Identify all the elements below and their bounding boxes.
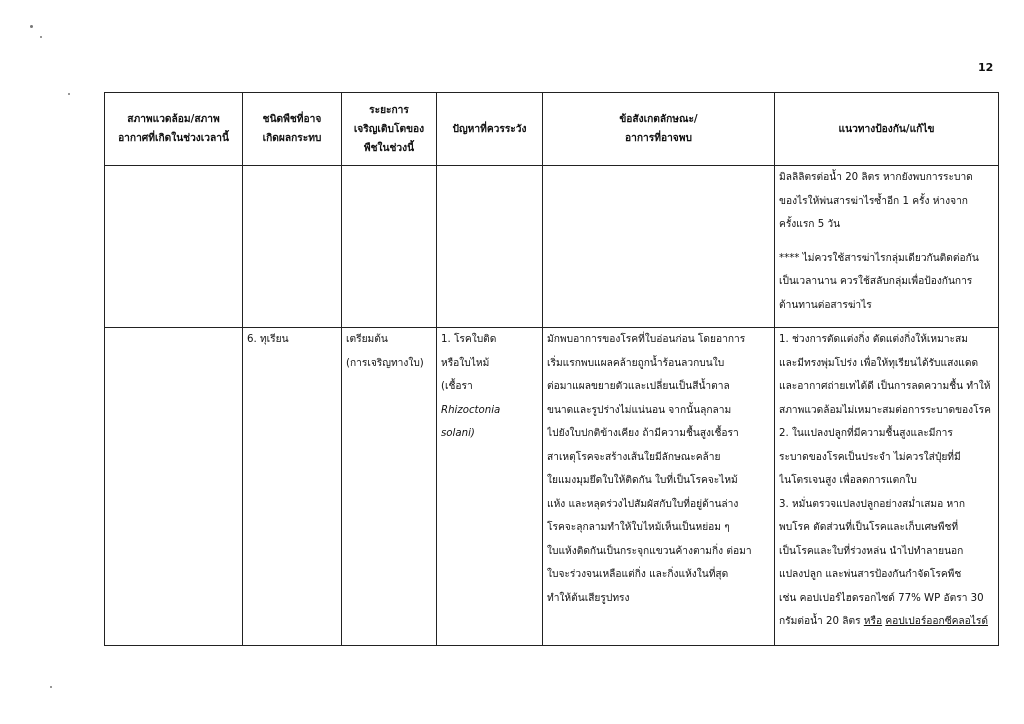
- solution-line: เช่น คอปเปอร์ไฮดรอกไซด์ 77% WP อัตรา 30: [779, 592, 984, 604]
- scan-speck: [68, 93, 70, 95]
- cell-crop: [243, 166, 342, 328]
- header-crop: ชนิดพืชที่อาจ เกิดผลกระทบ: [243, 93, 342, 166]
- cell-crop: [243, 328, 342, 646]
- header-environment: สภาพแวดล้อม/สภาพ อากาศที่เกิดในช่วงเวลานี้: [105, 93, 243, 166]
- cell-growth-stage: [342, 166, 437, 328]
- crop-name: 6. ทุเรียน: [247, 334, 289, 345]
- solution-line: และอากาศถ่ายเทได้ดี เป็นการลดความชื้น ทำให้: [779, 381, 991, 392]
- table-row: [105, 166, 999, 328]
- solution-line: สภาพแวดล้อมไม่เหมาะสมต่อการระบาดของโรค: [779, 404, 991, 416]
- underlined-chemical: คอปเปอร์ออกซีคลอไรด์: [885, 616, 989, 627]
- solution-line: 3. หมั่นตรวจแปลงปลูกอย่างสม่ำเสมอ หาก: [779, 498, 966, 510]
- solution-line: 1. ช่วงการตัดแต่งกิ่ง ตัดแต่งกิ่งให้เหมาะสม: [779, 334, 968, 345]
- symptom-line: ไปยังใบปกติข้างเคียง ถ้ามีความชื้นสูงเชื้อรา: [547, 428, 739, 439]
- symptom-line: เริ่มแรกพบแผลคล้ายถูกน้ำร้อนลวกบนใบ: [547, 357, 725, 369]
- cell-growth-stage: [342, 328, 437, 646]
- symptom-line: แห้ง และหลุดร่วงไปสัมผัสกับใบที่อยู่ด้านล่าง: [547, 498, 739, 510]
- symptom-line: ใบแห้งติดกันเป็นกระจุกแขวนค้างตามกิ่ง ต่อมา: [547, 545, 752, 557]
- problem-line: 1. โรคใบติด: [441, 334, 497, 345]
- scan-speck: [50, 686, 52, 688]
- cell-solution: [775, 166, 999, 328]
- solution-line: แปลงปลูก และพ่นสารป้องกันกำจัดโรคพืช: [779, 569, 962, 580]
- cell-symptoms: [543, 328, 775, 646]
- table-row: [105, 328, 999, 646]
- table-header-row: [105, 93, 999, 166]
- scan-speck: [30, 25, 33, 28]
- solution-line: 2. ในแปลงปลูกที่มีความชื้นสูงและมีการ: [779, 428, 953, 439]
- underlined-or: หรือ: [863, 616, 883, 627]
- solution-line: ต้านทานต่อสารฆ่าไร: [779, 299, 872, 311]
- solution-line: **** ไม่ควรใช้สารฆ่าไรกลุ่มเดียวกันติดต่อกัน: [779, 252, 979, 264]
- solution-line: มิลลิลิตรต่อน้ำ 20 ลิตร หากยังพบการระบาด: [779, 172, 973, 183]
- problem-line: หรือใบไหม้: [441, 357, 490, 369]
- solution-line: ครั้งแรก 5 วัน: [779, 219, 841, 230]
- cell-symptoms: [543, 166, 775, 328]
- solution-line: ระบาดของโรคเป็นประจำ ไม่ควรใส่ปุ๋ยที่มี: [779, 451, 961, 463]
- symptom-line: สาเหตุโรคจะสร้างเส้นใยมีลักษณะคล้าย: [547, 451, 721, 463]
- scan-speck: [40, 36, 42, 38]
- cell-environment: [105, 166, 243, 328]
- cell-solution: [775, 328, 999, 646]
- cell-problem: [437, 166, 543, 328]
- stage-line: เตรียมต้น: [346, 334, 388, 345]
- solution-line: พบโรค ตัดส่วนที่เป็นโรคและเก็บเศษพืชที่: [779, 522, 959, 533]
- symptom-line: ทำให้ต้นเสียรูปทรง: [547, 592, 630, 604]
- stage-line: (การเจริญทางใบ): [346, 357, 424, 369]
- symptom-line: ใบจะร่วงจนเหลือแต่กิ่ง และกิ่งแห้งในที่สุด: [547, 569, 729, 580]
- solution-line: ไนโตรเจนสูง เพื่อลดการแตกใบ: [779, 475, 917, 486]
- symptom-line: โรคจะลุกลามทำให้ใบไหม้เห็นเป็นหย่อม ๆ: [547, 522, 730, 533]
- solution-line: และมีทรงพุ่มโปร่ง เพื่อให้ทุเรียนได้รับแสงแดด: [779, 357, 979, 369]
- solution-line: ของไรให้พ่นสารฆ่าไรซ้ำอีก 1 ครั้ง ห่างจาก: [779, 195, 968, 207]
- cell-problem: [437, 328, 543, 646]
- header-problem: ปัญหาที่ควรระวัง: [437, 93, 543, 166]
- recommendation-table: [104, 92, 999, 646]
- solution-line: เป็นเวลานาน ควรใช้สลับกลุ่มเพื่อป้องกันการ: [779, 276, 973, 287]
- header-symptoms: ข้อสังเกตลักษณะ/ อาการที่อาจพบ: [543, 93, 775, 166]
- solution-last-line: กรัมต่อน้ำ 20 ลิตร หรือ คอปเปอร์ออกซีคลอไรด์: [779, 616, 989, 627]
- pathogen-name: solani): [441, 428, 475, 439]
- page-number: 12: [978, 61, 994, 74]
- header-growth-stage: ระยะการ เจริญเติบโตของ พืชในช่วงนี้: [342, 93, 437, 166]
- solution-gap: [779, 237, 994, 247]
- symptom-line: ใยแมงมุมยึดใบให้ติดกัน ใบที่เป็นโรคจะไหม้: [547, 475, 738, 486]
- pathogen-name: Rhizoctonia: [441, 404, 501, 416]
- problem-line: (เชื้อรา: [441, 381, 473, 392]
- solution-line: เป็นโรคและใบที่ร่วงหล่น นำไปทำลายนอก: [779, 545, 964, 557]
- symptom-line: ต่อมาแผลขยายตัวและเปลี่ยนเป็นสีน้ำตาล: [547, 381, 730, 392]
- header-solution: แนวทางป้องกัน/แก้ไข: [775, 93, 999, 166]
- symptom-line: ขนาดและรูปร่างไม่แน่นอน จากนั้นลุกลาม: [547, 404, 732, 416]
- symptom-line: มักพบอาการของโรคที่ใบอ่อนก่อน โดยอาการ: [547, 334, 746, 345]
- cell-environment: [105, 328, 243, 646]
